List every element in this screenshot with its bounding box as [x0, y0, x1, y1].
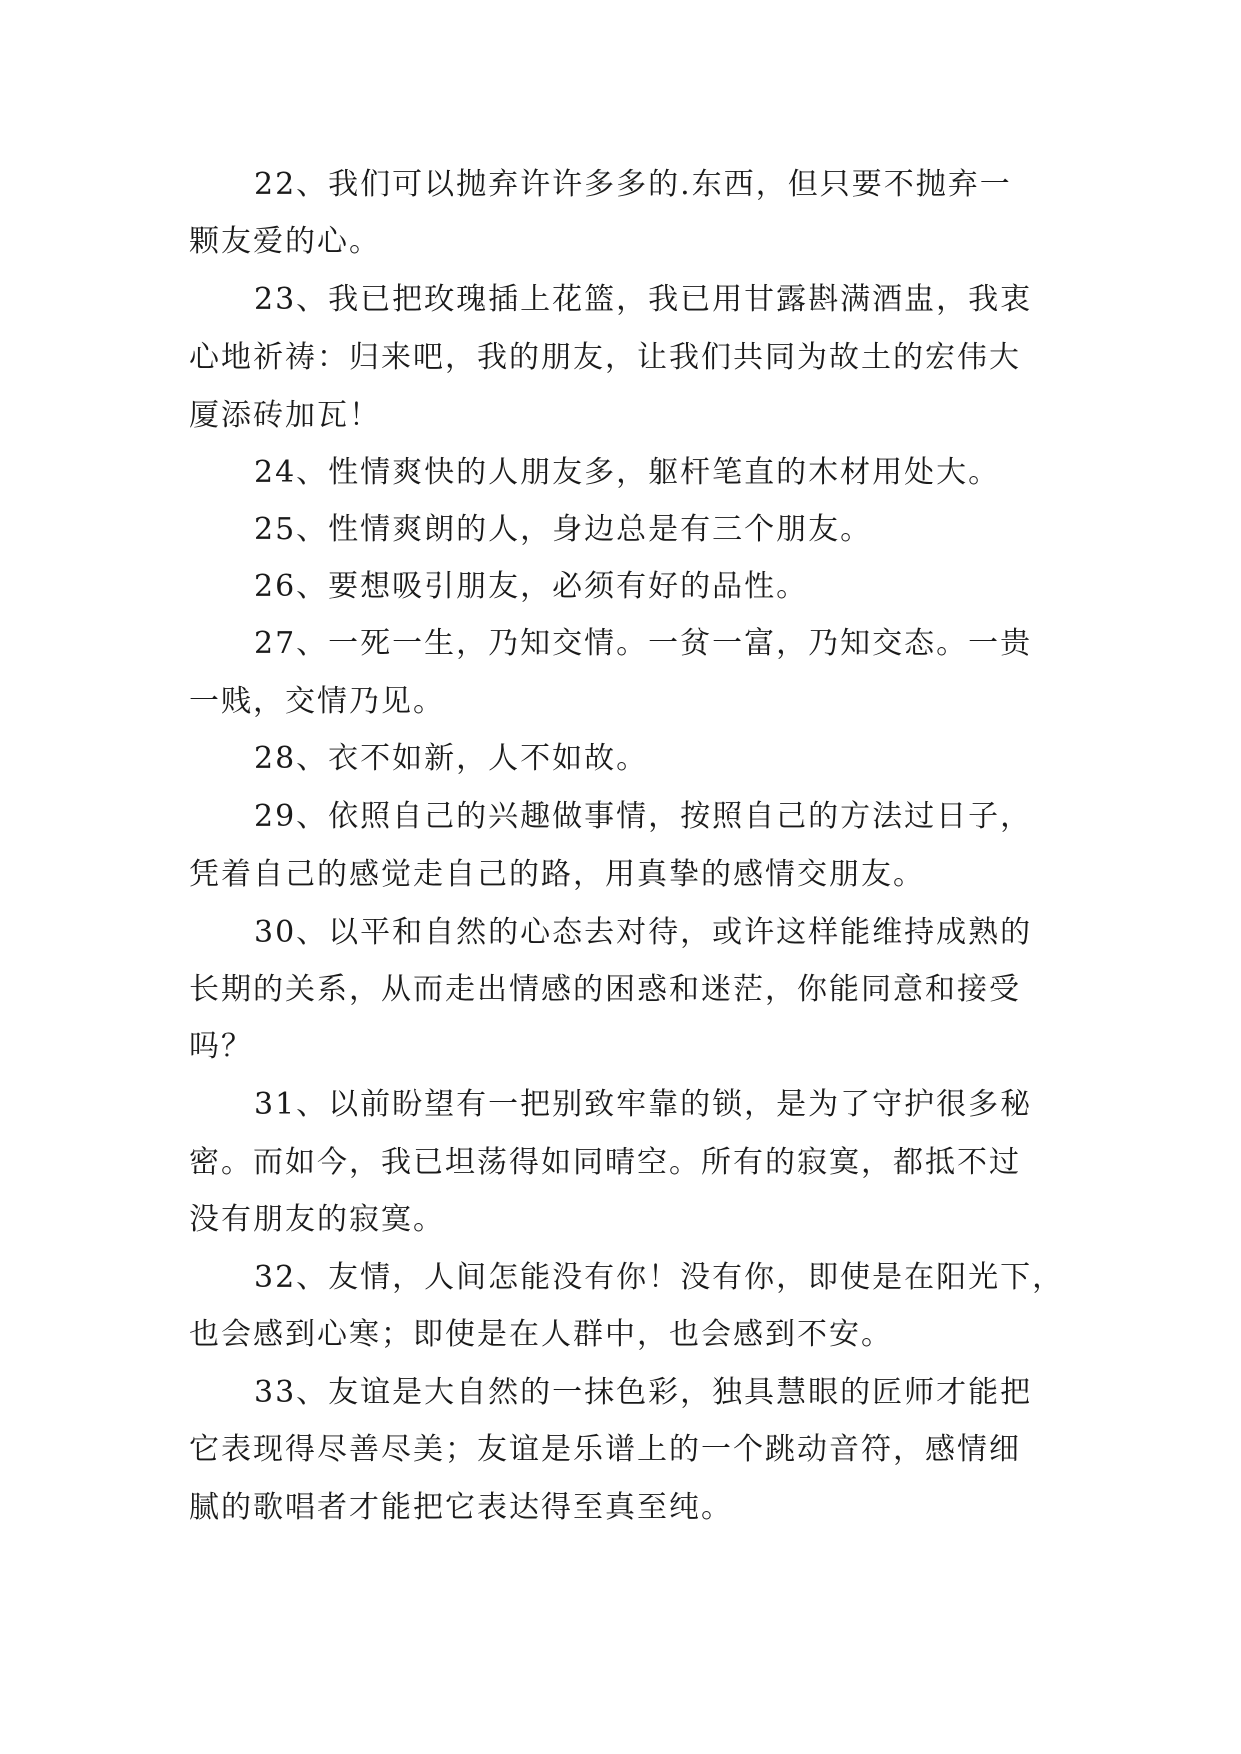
text-line: 吗？ — [189, 1029, 253, 1064]
text-line: 长期的关系，从而走出情感的困惑和迷茫，你能同意和接受 — [189, 972, 1021, 1007]
text-line: 31、以前盼望有一把别致牢靠的锁，是为了守护很多秘 — [254, 1087, 1033, 1122]
text-line: 密。而如今，我已坦荡得如同晴空。所有的寂寞，都抵不过 — [189, 1145, 1021, 1180]
text-line: 一贱，交情乃见。 — [189, 684, 445, 719]
text-line: 心地祈祷：归来吧，我的朋友，让我们共同为故土的宏伟大 — [189, 340, 1021, 375]
text-line: 28、衣不如新，人不如故。 — [254, 741, 649, 776]
text-line: 24、性情爽快的人朋友多，躯杆笔直的木材用处大。 — [254, 455, 1001, 490]
text-line: 它表现得尽善尽美；友谊是乐谱上的一个跳动音符，感情细 — [189, 1432, 1021, 1467]
text-line: 22、我们可以抛弃许许多多的.东西，但只要不抛弃一 — [254, 167, 1012, 202]
text-line: 30、以平和自然的心态去对待，或许这样能维持成熟的 — [254, 915, 1033, 950]
text-line: 32、友情，人间怎能没有你！没有你，即使是在阳光下， — [254, 1260, 1065, 1295]
text-line: 27、一死一生，乃知交情。一贫一富，乃知交态。一贵 — [254, 626, 1033, 661]
text-line: 33、友谊是大自然的一抹色彩，独具慧眼的匠师才能把 — [254, 1375, 1033, 1410]
text-line: 23、我已把玫瑰插上花篮，我已用甘露斟满酒盅，我衷 — [254, 282, 1033, 317]
text-line: 厦添砖加瓦！ — [189, 398, 381, 433]
text-line: 29、依照自己的兴趣做事情，按照自己的方法过日子， — [254, 799, 1033, 834]
text-line: 颗友爱的心。 — [189, 224, 381, 259]
text-line: 也会感到心寒；即使是在人群中，也会感到不安。 — [189, 1317, 893, 1352]
text-line: 26、要想吸引朋友，必须有好的品性。 — [254, 569, 809, 604]
text-line: 没有朋友的寂寞。 — [189, 1202, 445, 1237]
text-line: 25、性情爽朗的人，身边总是有三个朋友。 — [254, 512, 873, 547]
text-line: 腻的歌唱者才能把它表达得至真至纯。 — [189, 1490, 733, 1525]
text-line: 凭着自己的感觉走自己的路，用真挚的感情交朋友。 — [189, 857, 925, 892]
